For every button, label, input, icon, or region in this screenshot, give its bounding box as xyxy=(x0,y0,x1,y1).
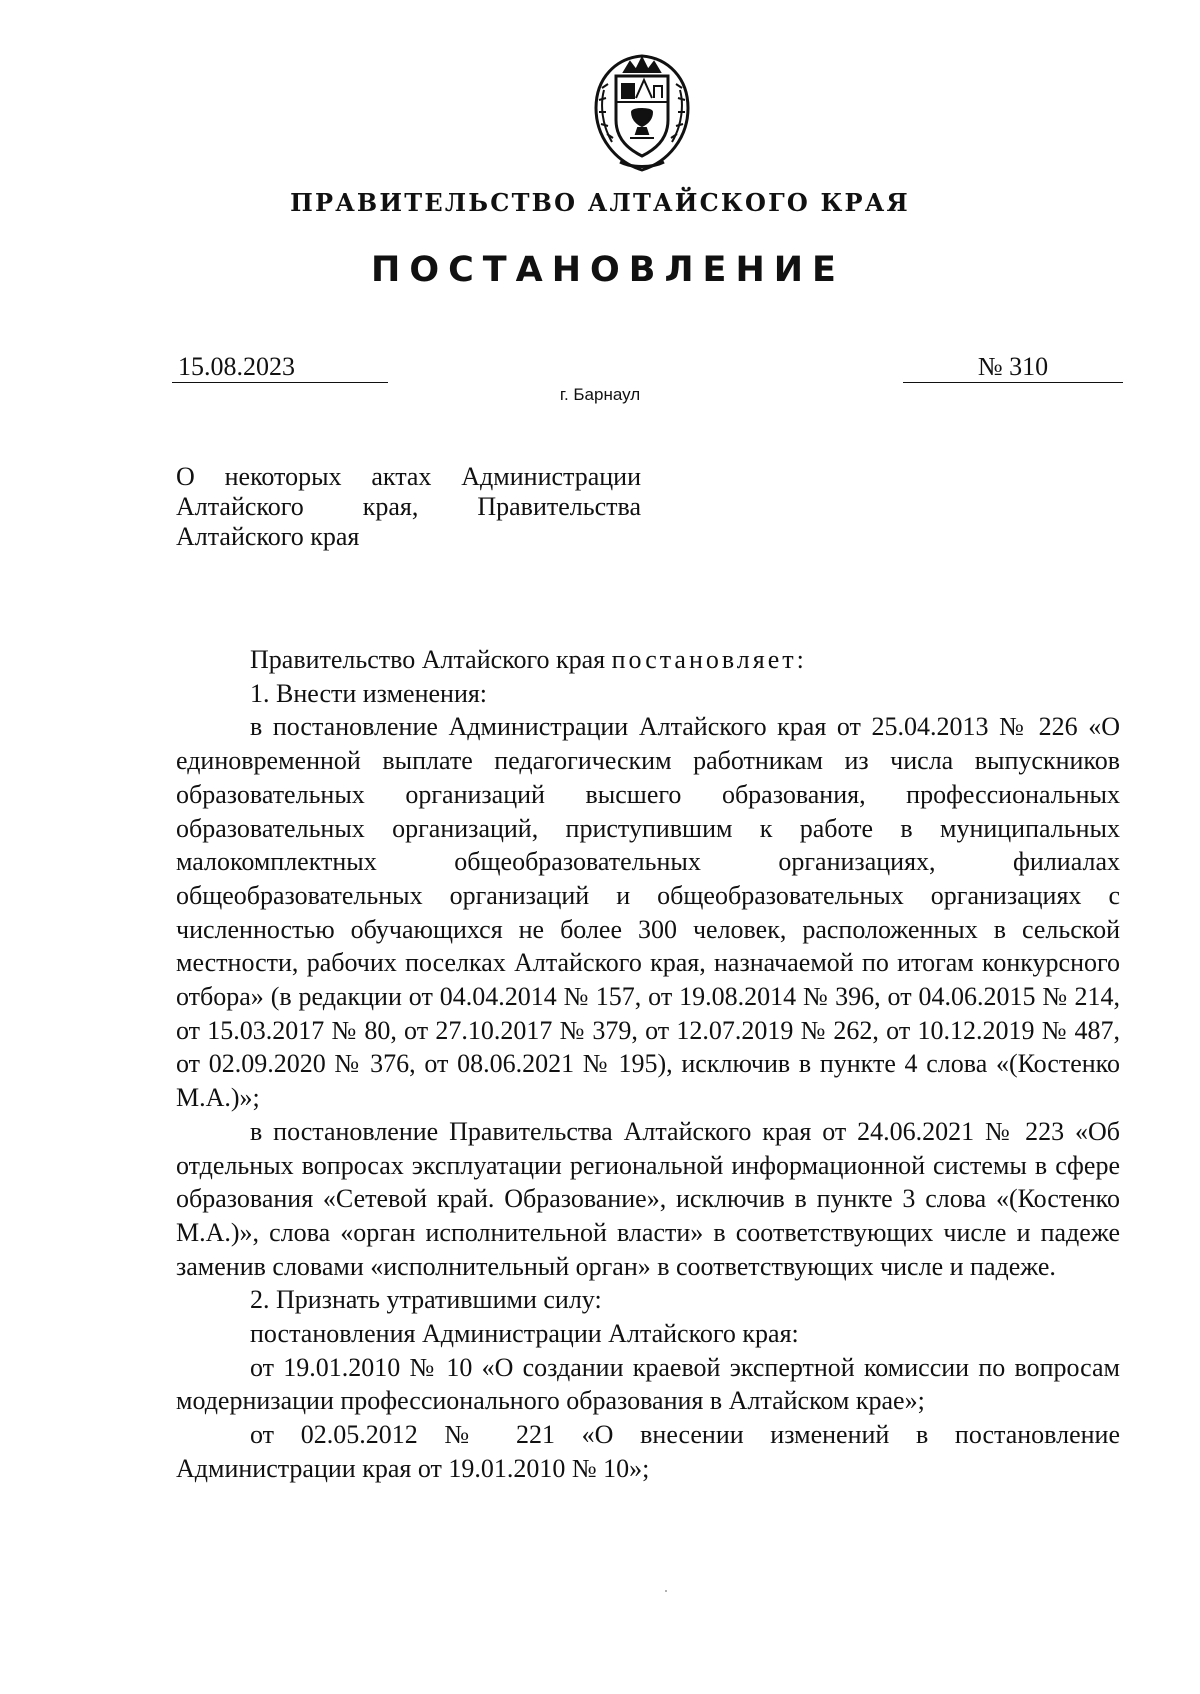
preamble-text: Правительство Алтайского края xyxy=(250,645,612,674)
paragraph-item-2: 2. Признать утратившими силу: xyxy=(250,1285,602,1315)
paragraph-item-1: 1. Внести изменения: xyxy=(250,678,488,708)
scan-speck xyxy=(665,1590,667,1592)
document-number: № 310 xyxy=(903,352,1123,383)
document-date: 15.08.2023 xyxy=(172,352,388,383)
document-type-title: ПОСТАНОВЛЕНИЕ xyxy=(371,250,845,290)
coat-of-arms-emblem xyxy=(586,50,698,176)
document-subject xyxy=(176,462,641,552)
paragraph-repealed-2: от 02.05.2012 № 221 «О внесении изменений в постановление Администрации края от 19.01.2010 № 10»; xyxy=(176,1420,1120,1483)
city-label: г. Барнаул xyxy=(559,385,641,404)
subject-line: Алтайского края xyxy=(176,522,360,551)
preamble-colon: : xyxy=(796,645,804,674)
issuing-authority: ПРАВИТЕЛЬСТВО АЛТАЙСКОГО КРАЯ xyxy=(290,188,910,217)
subject-line: Алтайского края, Правительства xyxy=(176,492,641,521)
document-body xyxy=(176,643,1120,1486)
subject-line: О некоторых актах Администрации xyxy=(176,462,641,491)
preamble-paragraph xyxy=(176,643,1120,677)
paragraph-amendment-2: в постановление Правительства Алтайского края от 24.06.2021 № 223 «Об отдельных вопросах эксплуатации региональной информационной системы в сфере образования «Сетевой край. Образование», исключив в пункте 3 слова «(Костенко М.А.)», слова «орган исполнительной власти» в соответствующих числе и падеже заменив словами «исполнительный орган» в соответствующих числе и падеже. xyxy=(176,1116,1120,1281)
paragraph-repealed-1: от 19.01.2010 № 10 «О создании краевой экспертной комиссии по вопросам модернизации профессионального образования в Алтайском крае»; xyxy=(176,1352,1120,1416)
paragraph-repealed-intro: постановления Администрации Алтайского края: xyxy=(250,1319,799,1349)
paragraph-amendment-1: в постановление Администрации Алтайского края от 25.04.2013 № 226 «О единовременной выплате педагогическим работникам из числа выпускников образовательных организаций высшего образования, профессиональных образовательных организаций, приступившим к работе в муниципальных малокомплектных общеобразовательных организациях, филиалах общеобразовательных организаций и общеобразовательных организациях с численностью обучающихся не более 300 человек, расположенных в сельской местности, рабочих поселках Алтайского края, назначаемой по итогам конкурсного отбора» (в редакции от 04.04.2014 № 157, от 19.08.2014 № 396, от 04.06.2015 № 214, от 15.03.2017 № 80, от 27.10.2017 № 379, от 12.07.2019 № 262, от 10.12.2019 № 487, от 02.09.2020 № 376, от 08.06.2021 № 195), исключив в пункте 4 слова «(Костенко М.А.)»; xyxy=(176,712,1120,1113)
preamble-verb: постановляет xyxy=(611,645,797,674)
